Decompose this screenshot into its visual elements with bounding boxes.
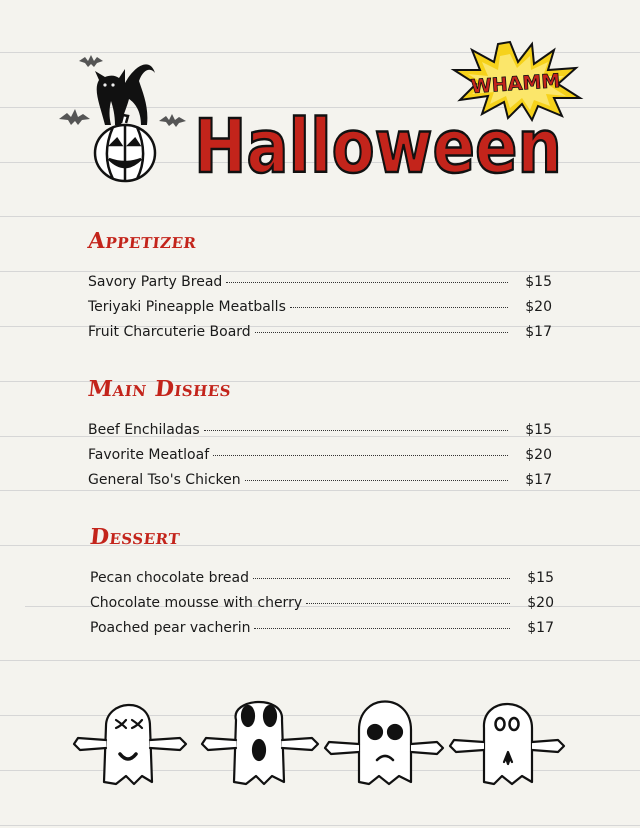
- bat-icon: [159, 114, 186, 127]
- item-name: Beef Enchiladas: [88, 422, 200, 438]
- dot-leader: [255, 332, 508, 333]
- dot-leader: [290, 307, 508, 308]
- section-title: Main Dishes: [86, 376, 233, 402]
- item-name: Favorite Meatloaf: [88, 447, 210, 463]
- menu-item: [88, 274, 552, 299]
- bat-icon: [79, 55, 103, 67]
- dot-leader: [306, 603, 510, 604]
- section-appetizer: [88, 228, 552, 349]
- dot-leader: [213, 455, 508, 456]
- item-price: $15: [527, 570, 554, 586]
- menu-item: [90, 570, 554, 595]
- item-name: Pecan chocolate bread: [90, 570, 249, 586]
- ghost-icon: [450, 704, 564, 784]
- item-price: $17: [527, 620, 554, 636]
- item-price: $15: [525, 422, 552, 438]
- item-price: $20: [525, 447, 552, 463]
- ghost-icon: [325, 702, 443, 785]
- ghosts-illustration: [70, 690, 570, 790]
- menu-item: [88, 472, 552, 497]
- dot-leader: [245, 480, 508, 481]
- dot-leader: [226, 282, 508, 283]
- dot-leader: [253, 578, 510, 579]
- bat-icon: [59, 109, 90, 125]
- item-price: $20: [527, 595, 554, 611]
- menu-item: [88, 422, 552, 447]
- item-name: Poached pear vacherin: [90, 620, 251, 636]
- item-name: Chocolate mousse with cherry: [90, 595, 303, 611]
- item-name: Fruit Charcuterie Board: [88, 324, 251, 340]
- menu-list: [90, 570, 554, 645]
- title-graphic: [190, 88, 570, 188]
- item-name: Teriyaki Pineapple Meatballs: [88, 299, 286, 315]
- cat-pumpkin-illustration: [55, 45, 190, 185]
- item-price: $20: [525, 299, 552, 315]
- ghost-icon: [74, 705, 186, 784]
- section-title: Dessert: [88, 524, 182, 550]
- item-name: General Tso's Chicken: [88, 472, 241, 488]
- section-dessert: [90, 524, 554, 645]
- menu-list: [88, 422, 552, 497]
- item-price: $15: [525, 274, 552, 290]
- menu-item: [90, 595, 554, 620]
- item-name: Savory Party Bread: [88, 274, 223, 290]
- burst-text: WHAMM: [470, 69, 561, 99]
- menu-item: [90, 620, 554, 645]
- ghost-icon: [202, 702, 318, 784]
- item-price: $17: [525, 324, 552, 340]
- dot-leader: [254, 628, 510, 629]
- dot-leader: [204, 430, 508, 431]
- menu-item: [88, 299, 552, 324]
- page-title: Halloween: [194, 104, 562, 190]
- menu-list: [88, 274, 552, 349]
- section-title: Appetizer: [86, 228, 198, 254]
- item-price: $17: [525, 472, 552, 488]
- menu-item: [88, 324, 552, 349]
- section-main-dishes: [88, 376, 552, 497]
- menu-item: [88, 447, 552, 472]
